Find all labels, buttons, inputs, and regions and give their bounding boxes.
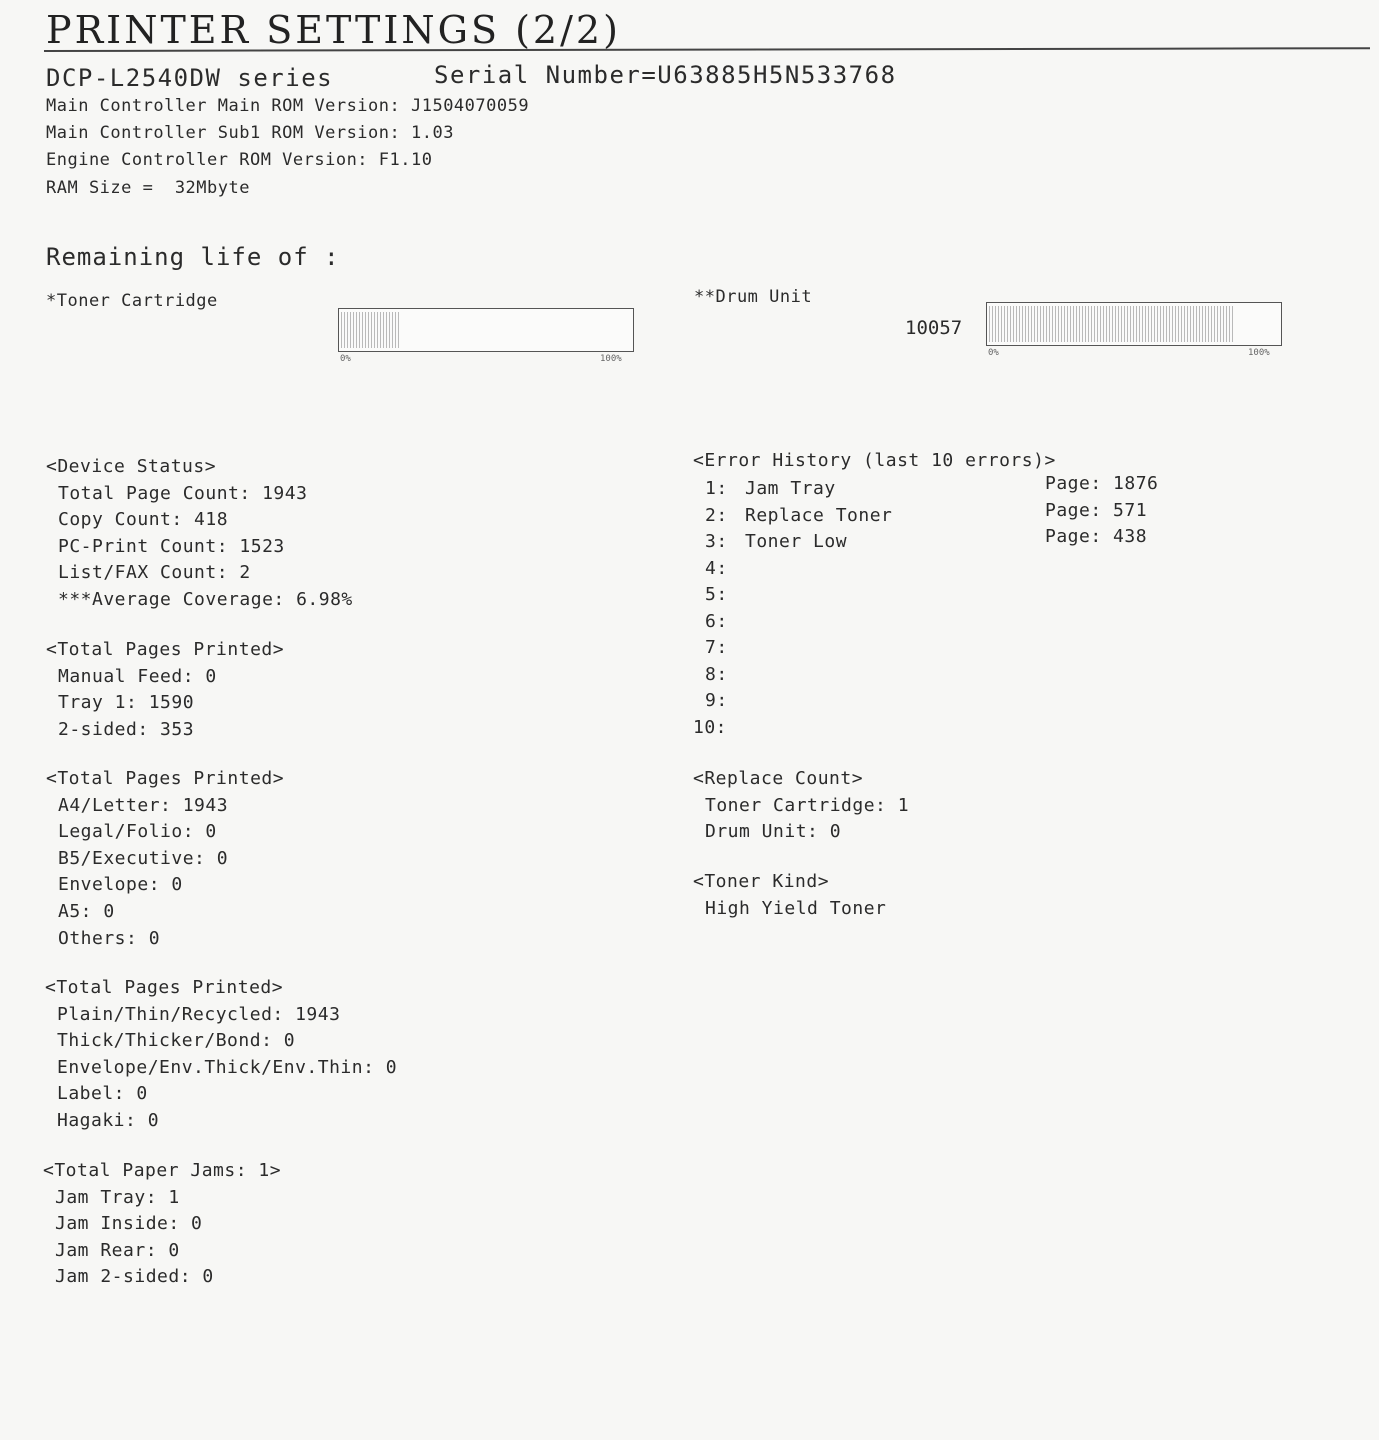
envelope-types-count: Envelope/Env.Thick/Env.Thin: 0 <box>57 1056 398 1078</box>
pages-by-size-heading: <Total Pages Printed> <box>46 768 285 789</box>
drum-replace-count: Drum Unit: 0 <box>705 821 842 843</box>
copy-count: Copy Count: 418 <box>58 509 229 531</box>
manual-feed-count: Manual Feed: 0 <box>58 665 217 687</box>
error-entry-text: Toner Low <box>745 531 848 552</box>
tray-1-count: Tray 1: 1590 <box>58 692 195 714</box>
jam-2-sided-count: Jam 2-sided: 0 <box>55 1266 214 1288</box>
envelope-count: Envelope: 0 <box>58 874 183 896</box>
jam-rear-count: Jam Rear: 0 <box>55 1239 180 1261</box>
list-fax-count: List/FAX Count: 2 <box>58 562 251 584</box>
jam-inside-count: Jam Inside: 0 <box>55 1213 203 1235</box>
error-entry-page: Page: 1876 <box>1045 473 1159 494</box>
ram-size: RAM Size = 32Mbyte <box>46 178 250 198</box>
total-page-count: Total Page Count: 1943 <box>58 482 308 504</box>
pages-by-size-section <box>46 766 284 952</box>
device-status-section <box>46 454 353 614</box>
pages-by-media-heading: <Total Pages Printed> <box>45 977 284 998</box>
error-entry-number: 2: <box>705 504 728 526</box>
sub-rom-version: Main Controller Sub1 ROM Version: 1.03 <box>46 123 454 143</box>
error-entry-number: 6: <box>705 610 728 632</box>
jam-tray-count: Jam Tray: 1 <box>55 1186 180 1208</box>
drum-label: **Drum Unit <box>694 287 813 307</box>
plain-thin-recycled-count: Plain/Thin/Recycled: 1943 <box>57 1003 341 1025</box>
b5-executive-count: B5/Executive: 0 <box>58 847 229 869</box>
replace-count-section <box>693 766 909 846</box>
error-entry-number: 4: <box>705 557 728 579</box>
toner-gauge-min: 0% <box>340 354 351 364</box>
error-entry-page: Page: 438 <box>1045 526 1148 547</box>
error-entry-number: 3: <box>705 531 728 552</box>
error-entry-page: Page: 571 <box>1045 499 1148 521</box>
pages-by-source-section <box>46 637 284 743</box>
error-entry-number: 1: <box>705 478 728 499</box>
drum-life-fill <box>989 306 1233 342</box>
engine-rom-version: Engine Controller ROM Version: F1.10 <box>46 150 433 170</box>
toner-life-gauge <box>338 308 634 352</box>
others-count: Others: 0 <box>58 927 161 949</box>
drum-life-gauge <box>986 302 1282 346</box>
remaining-life-heading: Remaining life of : <box>46 243 340 271</box>
serial-number: Serial Number=U63885H5N533768 <box>434 61 897 89</box>
paper-jams-section <box>43 1158 281 1291</box>
two-sided-count: 2-sided: 353 <box>58 718 195 740</box>
drum-gauge-max: 100% <box>1248 348 1270 358</box>
pages-by-source-heading: <Total Pages Printed> <box>46 639 285 660</box>
model-name: DCP-L2540DW series <box>46 64 334 92</box>
toner-gauge-max: 100% <box>600 354 622 364</box>
a5-count: A5: 0 <box>58 900 115 922</box>
device-status-heading: <Device Status> <box>46 456 217 477</box>
pages-by-media-section <box>45 975 397 1135</box>
average-coverage: ***Average Coverage: 6.98% <box>58 588 353 610</box>
toner-kind-section <box>693 869 886 922</box>
legal-folio-count: Legal/Folio: 0 <box>58 821 217 843</box>
toner-life-fill <box>341 312 399 348</box>
drum-count: 10057 <box>905 317 963 339</box>
main-rom-version: Main Controller Main ROM Version: J1504070059 <box>46 96 530 116</box>
drum-gauge-min: 0% <box>988 348 999 358</box>
error-entry-number: 9: <box>705 690 728 711</box>
error-entry-number: 5: <box>705 584 728 605</box>
toner-label: *Toner Cartridge <box>46 291 218 311</box>
replace-count-heading: <Replace Count> <box>693 768 864 789</box>
page-title: PRINTER SETTINGS (2/2) <box>46 8 621 52</box>
error-history-heading: <Error History (last 10 errors)> <box>693 450 1056 471</box>
error-entry-number: 8: <box>705 663 728 685</box>
a4-letter-count: A4/Letter: 1943 <box>58 794 229 816</box>
toner-kind-value: High Yield Toner <box>705 897 887 919</box>
error-entry-number: 7: <box>705 637 728 658</box>
error-entry-text: Replace Toner <box>745 504 893 526</box>
toner-kind-heading: <Toner Kind> <box>693 871 830 892</box>
hagaki-count: Hagaki: 0 <box>57 1109 160 1131</box>
label-count: Label: 0 <box>57 1083 148 1105</box>
paper-jams-heading: <Total Paper Jams: 1> <box>43 1160 282 1181</box>
error-entry-number: 10: <box>693 716 728 738</box>
thick-bond-count: Thick/Thicker/Bond: 0 <box>57 1030 296 1052</box>
toner-replace-count: Toner Cartridge: 1 <box>705 794 910 816</box>
pc-print-count: PC-Print Count: 1523 <box>58 535 285 557</box>
error-entry-text: Jam Tray <box>745 478 836 499</box>
